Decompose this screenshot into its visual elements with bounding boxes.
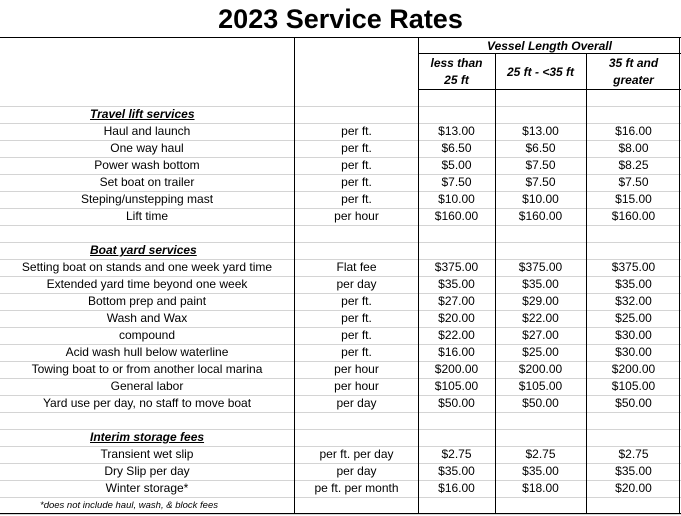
price-cell: $30.00	[615, 345, 652, 359]
price-cell: $160.00	[611, 209, 656, 223]
service-name: Dry Slip per day	[104, 464, 190, 478]
grid-line	[0, 378, 681, 379]
service-name: Extended yard time beyond one week	[46, 277, 248, 291]
price-cell: $25.00	[615, 311, 652, 325]
price-cell: $375.00	[611, 260, 656, 274]
grid-line	[0, 361, 681, 362]
column-header-under-25-line1: less than	[430, 56, 483, 70]
page-title: 2023 Service Rates	[218, 4, 463, 34]
price-cell: $35.00	[438, 464, 475, 478]
service-name: Set boat on trailer	[99, 175, 195, 189]
price-cell: $16.00	[438, 481, 475, 495]
service-unit: pe ft. per month	[314, 481, 399, 495]
price-cell: $20.00	[615, 481, 652, 495]
price-cell: $27.00	[438, 294, 475, 308]
price-cell: $50.00	[438, 396, 475, 410]
column-header-35-plus	[586, 54, 681, 90]
price-cell: $200.00	[611, 362, 656, 376]
service-name: Steping/unstepping mast	[80, 192, 214, 206]
price-cell: $25.00	[522, 345, 559, 359]
service-unit: per ft.	[341, 124, 372, 138]
price-cell: $50.00	[615, 396, 652, 410]
grid-line	[0, 174, 681, 175]
column-header-under-25	[418, 54, 495, 90]
grid-line	[0, 310, 681, 311]
price-cell: $27.00	[522, 328, 559, 342]
border-col-price3	[586, 53, 587, 514]
price-cell: $2.75	[618, 447, 649, 461]
price-cell: $32.00	[615, 294, 652, 308]
service-unit: Flat fee	[336, 260, 377, 274]
service-name: Acid wash hull below waterline	[65, 345, 229, 359]
section-title: Interim storage fees	[90, 430, 205, 444]
price-cell: $5.00	[441, 158, 472, 172]
column-header-35-plus-line2: greater	[613, 73, 654, 87]
section-title: Boat yard services	[90, 243, 197, 257]
price-cell: $35.00	[522, 277, 559, 291]
border-col-unit	[294, 37, 295, 514]
grid-line	[0, 429, 681, 430]
service-name: Winter storage*	[105, 481, 189, 495]
grid-line	[0, 344, 681, 345]
border-right	[679, 37, 680, 514]
price-cell: $160.00	[518, 209, 563, 223]
price-cell: $8.00	[618, 141, 649, 155]
price-cell: $7.50	[525, 158, 556, 172]
grid-line	[0, 276, 681, 277]
price-cell: $35.00	[522, 464, 559, 478]
grid-line	[0, 208, 681, 209]
grid-line	[0, 412, 681, 413]
service-unit: per ft.	[341, 141, 372, 155]
price-cell: $15.00	[615, 192, 652, 206]
service-unit: per ft. per day	[319, 447, 394, 461]
grid-line	[0, 446, 681, 447]
service-unit: per ft.	[341, 345, 372, 359]
grid-line	[0, 259, 681, 260]
price-cell: $8.25	[618, 158, 649, 172]
price-cell: $105.00	[611, 379, 656, 393]
service-name: Haul and launch	[103, 124, 191, 138]
border-header-group	[418, 53, 681, 54]
price-cell: $13.00	[438, 124, 475, 138]
service-unit: per day	[336, 464, 377, 478]
price-cell: $16.00	[438, 345, 475, 359]
price-cell: $7.50	[525, 175, 556, 189]
service-name: Wash and Wax	[106, 311, 188, 325]
price-cell: $375.00	[518, 260, 563, 274]
grid-line	[0, 514, 681, 515]
grid-line	[0, 123, 681, 124]
border-col-price1	[418, 37, 419, 514]
grid-line	[0, 140, 681, 141]
vessel-length-header: Vessel Length Overall	[487, 39, 612, 53]
service-name: General labor	[110, 379, 184, 393]
service-unit: per hour	[334, 379, 379, 393]
service-unit: per day	[336, 396, 377, 410]
price-cell: $16.00	[615, 124, 652, 138]
price-cell: $50.00	[522, 396, 559, 410]
service-name: Bottom prep and paint	[87, 294, 207, 308]
grid-line	[0, 480, 681, 481]
section-title: Travel lift services	[90, 107, 195, 121]
grid-line	[0, 497, 681, 498]
price-cell: $6.50	[525, 141, 556, 155]
service-unit: per ft.	[341, 311, 372, 325]
border-bottom	[0, 513, 681, 514]
price-cell: $13.00	[522, 124, 559, 138]
service-unit: per hour	[334, 209, 379, 223]
column-header-25-to-35: 25 ft - <35 ft	[506, 64, 575, 79]
grid-line	[0, 106, 681, 107]
grid-line	[0, 395, 681, 396]
price-cell: $7.50	[441, 175, 472, 189]
service-unit: per ft.	[341, 175, 372, 189]
service-unit: per day	[336, 277, 377, 291]
price-cell: $18.00	[522, 481, 559, 495]
price-cell: $10.00	[438, 192, 475, 206]
service-name: compound	[118, 328, 176, 342]
price-cell: $22.00	[438, 328, 475, 342]
service-unit: per ft.	[341, 328, 372, 342]
price-cell: $200.00	[434, 362, 479, 376]
grid-line	[0, 157, 681, 158]
price-cell: $105.00	[518, 379, 563, 393]
column-header-35-plus-line1: 35 ft and	[608, 56, 659, 70]
grid-line	[0, 327, 681, 328]
price-cell: $7.50	[618, 175, 649, 189]
price-cell: $20.00	[438, 311, 475, 325]
border-col-price2	[495, 53, 496, 514]
price-cell: $6.50	[441, 141, 472, 155]
price-cell: $160.00	[434, 209, 479, 223]
price-cell: $35.00	[438, 277, 475, 291]
service-name: Power wash bottom	[94, 158, 200, 172]
service-name: Lift time	[125, 209, 168, 223]
price-cell: $200.00	[518, 362, 563, 376]
border-header-bottom	[418, 89, 681, 90]
grid-line	[0, 191, 681, 192]
service-unit: per hour	[334, 362, 379, 376]
price-cell: $29.00	[522, 294, 559, 308]
price-cell: $22.00	[522, 311, 559, 325]
price-cell: $10.00	[522, 192, 559, 206]
column-header-under-25-line2: 25 ft	[444, 73, 469, 87]
price-cell: $35.00	[615, 277, 652, 291]
service-unit: per ft.	[341, 158, 372, 172]
service-name: Yard use per day, no staff to move boat	[42, 396, 252, 410]
service-name: Transient wet slip	[100, 447, 194, 461]
service-name: One way haul	[110, 141, 184, 155]
service-name: Setting boat on stands and one week yard time	[21, 260, 273, 274]
grid-line	[0, 225, 681, 226]
price-cell: $30.00	[615, 328, 652, 342]
price-cell: $2.75	[441, 447, 472, 461]
price-cell: $105.00	[434, 379, 479, 393]
footnote: *does not include haul, wash, & block fees	[40, 500, 218, 511]
grid-line	[0, 293, 681, 294]
service-name: Towing boat to or from another local marina	[31, 362, 263, 376]
service-unit: per ft.	[341, 294, 372, 308]
grid-line	[0, 463, 681, 464]
price-cell: $2.75	[525, 447, 556, 461]
border-top	[0, 37, 681, 38]
price-cell: $375.00	[434, 260, 479, 274]
price-cell: $35.00	[615, 464, 652, 478]
grid-line	[0, 242, 681, 243]
service-unit: per ft.	[341, 192, 372, 206]
